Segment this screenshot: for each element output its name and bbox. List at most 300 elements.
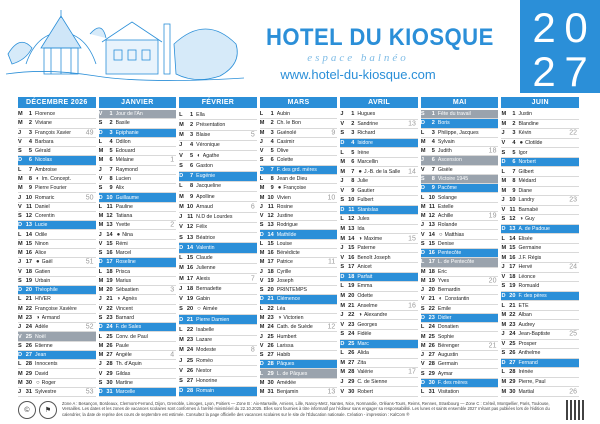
day-number: 30 — [267, 379, 274, 386]
weekday-letter: J — [259, 138, 263, 145]
weekday-letter: D — [420, 120, 425, 127]
weekday-letter: D — [420, 379, 425, 386]
saint-name: Paule — [115, 342, 129, 349]
day-row — [340, 387, 418, 397]
day-number: 28 — [428, 361, 435, 368]
saint-name: Prosper — [518, 340, 537, 347]
day-row — [421, 332, 499, 341]
day-row — [18, 314, 96, 323]
saint-name: Augustin — [437, 352, 459, 359]
weekday-letter: V — [259, 277, 264, 284]
day-number: 9 — [351, 187, 355, 194]
weekday-letter: M — [501, 254, 507, 261]
weekday-letter: J — [18, 389, 22, 396]
weekday-letter: J — [259, 203, 263, 210]
day-number: 17 — [25, 259, 32, 266]
saint-name: Richard — [357, 130, 376, 137]
day-row — [340, 330, 418, 340]
day-number: 28 — [348, 369, 355, 376]
day-row — [340, 158, 418, 168]
saint-name: Stanislas — [357, 206, 379, 213]
saint-name: Agathe — [202, 152, 220, 159]
weekday-letter: J — [98, 231, 102, 238]
saint-name: Didier — [437, 314, 452, 321]
day-row — [501, 167, 579, 177]
day-row — [501, 311, 579, 321]
weekday-letter: J — [340, 379, 344, 386]
weekday-letter: V — [98, 175, 103, 182]
weekday-letter: M — [18, 370, 23, 377]
weekday-letter: M — [340, 369, 345, 376]
saint-name: Odile — [35, 231, 48, 238]
weekday-letter: M — [98, 287, 104, 294]
saint-name: Viviane — [35, 120, 52, 127]
day-row — [501, 196, 579, 206]
saint-name: Médard — [518, 178, 537, 185]
weekday-letter: M — [340, 302, 345, 309]
day-number: 21 — [267, 296, 274, 303]
day-row — [260, 360, 338, 369]
saint-name: Boris — [437, 120, 450, 127]
saint-name: Justin — [518, 111, 533, 118]
day-row — [501, 378, 579, 388]
footer-icons — [18, 401, 58, 421]
saint-name: Blandine — [518, 120, 539, 127]
day-row — [18, 212, 96, 221]
weekday-letter: M — [501, 321, 507, 328]
day-row — [18, 295, 96, 304]
day-number: 22 — [25, 305, 32, 312]
day-row — [18, 119, 96, 128]
day-row — [421, 221, 499, 230]
day-row — [501, 320, 579, 330]
day-row — [501, 110, 579, 120]
saint-name: Sébastien — [115, 287, 139, 294]
day-row — [260, 342, 338, 351]
day-number: 1 — [431, 111, 435, 118]
saint-name: Sandrine — [357, 120, 379, 127]
weekday-letter: M — [18, 314, 23, 321]
weekday-letter: L — [259, 240, 264, 247]
day-row — [260, 175, 338, 184]
day-number: 25 — [267, 333, 274, 340]
day-number: 11 — [428, 203, 435, 210]
saint-name: Valérie — [357, 369, 374, 376]
saint-name: Guénolé — [276, 129, 297, 136]
day-row — [421, 110, 499, 119]
saint-name: Roseline — [115, 259, 136, 266]
saint-name: Eugénie — [196, 173, 216, 180]
saint-name: Denise — [437, 240, 455, 247]
weekday-letter: M — [259, 389, 265, 396]
saint-name: Sophie — [437, 333, 455, 340]
saint-name: Rolande — [437, 222, 458, 229]
saint-name: Jour de l'An — [115, 111, 143, 118]
day-number: 23 — [25, 314, 32, 321]
saint-name: Igor — [518, 149, 528, 156]
week-number: 24 — [569, 263, 578, 271]
weekday-letter: D — [259, 361, 264, 368]
saint-name: Valentin — [196, 244, 215, 251]
saint-name: Amédée — [276, 379, 297, 386]
day-row — [501, 387, 579, 397]
weekday-letter: M — [259, 250, 265, 257]
weekday-letter: M — [18, 379, 23, 386]
day-number: 15 — [509, 245, 516, 252]
day-number: 11 — [348, 206, 355, 213]
day-row — [340, 282, 418, 292]
day-number: 27 — [428, 352, 435, 359]
day-number: 10 — [348, 197, 355, 204]
day-row — [18, 286, 96, 295]
hotel-website[interactable]: www.hotel-du-kiosque.com — [280, 67, 436, 82]
weekday-letter: M — [501, 120, 507, 127]
weekday-letter: D — [98, 194, 103, 201]
day-number: 15 — [428, 240, 435, 247]
weekday-letter: M — [501, 312, 507, 319]
saint-name: Vivien — [276, 194, 291, 201]
day-row — [18, 230, 96, 239]
saint-name: A. de Padoue — [518, 226, 550, 233]
day-row — [501, 330, 579, 340]
week-number: 16 — [408, 302, 416, 310]
saint-name: Victorien — [283, 314, 304, 321]
day-number: 21 — [348, 302, 355, 309]
day-row — [340, 263, 418, 273]
day-number: 9 — [109, 185, 113, 192]
saint-name: Habib — [276, 352, 291, 359]
weekday-letter: M — [340, 159, 345, 166]
saint-name: Françoise — [283, 185, 307, 192]
weekday-letter: D — [420, 250, 425, 257]
week-number: 15 — [408, 235, 416, 243]
weekday-letter: J — [420, 352, 425, 359]
weekday-letter: S — [420, 175, 425, 182]
day-row — [421, 351, 499, 360]
weekday-letter: D — [179, 244, 184, 251]
day-number: 5 — [512, 149, 516, 156]
saint-name: Jules — [357, 216, 370, 223]
saint-name: Vincent — [115, 305, 133, 312]
weekday-letter: L — [420, 389, 425, 396]
weekday-letter: M — [340, 168, 345, 175]
weekday-letter: V — [98, 305, 103, 312]
saint-name: Gisèle — [437, 166, 453, 173]
day-row — [340, 148, 418, 158]
weekday-letter: M — [98, 222, 104, 229]
day-number: 14 — [106, 231, 113, 238]
saint-name: Estelle — [437, 203, 454, 210]
saint-name: F. des grd. mères — [276, 166, 317, 173]
school-holiday-notice: Zone A : Besançon, Bordeaux, Clermont-Ferrand, Dijon, Grenoble, Limoges, Lyon, Poitiers — Zone B : Aix-Marseille, Amiens, Lille, Nancy-Metz, Nantes, Nice, Normandie, Orléans-Tours, Reims, Rennes, Strasbourg — Zone C : Créteil, Montpellier, Paris, Toulouse, Versailles. Les dates et les zones de vacances scolaires sont conformes à l'arrêté ministériel du 22.10.2025. Elles sont fournies à titre informatif par l'éditeur sans engager sa responsabilité. Les lunes et saints ensemble 2027 n'étant pas publiées lors de l'édition du calendrier, la date de reprise des cours de septembre est estimée. Consultez la page officielle des vacances scolaires sur le site de l'Éducation nationale. Création - impression : KalCom ® — [62, 401, 550, 417]
day-number: 27 — [267, 352, 274, 359]
weekday-letter: S — [420, 305, 425, 312]
day-row — [260, 184, 338, 193]
day-number: 4 — [28, 138, 32, 145]
weekday-letter: M — [259, 324, 265, 331]
day-row — [421, 119, 499, 128]
weekday-letter: D — [98, 129, 103, 136]
weekday-letter: V — [340, 187, 345, 194]
saint-name: Ambroise — [35, 166, 57, 173]
weekday-letter: M — [18, 240, 23, 247]
day-number: 15 — [348, 245, 355, 252]
weekday-letter: M — [420, 203, 426, 210]
day-number: 5 — [270, 148, 274, 155]
weekday-letter: M — [179, 203, 184, 210]
day-number: 10 — [106, 194, 113, 201]
day-row — [18, 323, 96, 332]
day-number: 13 — [348, 226, 355, 233]
month-column — [179, 97, 257, 397]
day-number: 1 — [512, 111, 516, 118]
saint-name: Lucie — [35, 222, 48, 229]
day-number: 4 — [512, 139, 516, 146]
weekday-letter: L — [340, 216, 344, 223]
weekday-letter: J — [501, 197, 505, 204]
weekday-letter: S — [501, 350, 506, 357]
weekday-letter: L — [259, 175, 264, 182]
weekday-letter: L — [420, 324, 425, 331]
saint-name: Alexis — [196, 275, 210, 282]
day-number: 5 — [28, 148, 32, 155]
saint-name: Judith — [437, 148, 452, 155]
weekday-letter: D — [98, 324, 103, 331]
saint-name: Landry — [518, 197, 535, 204]
day-row — [421, 305, 499, 314]
day-number: 6 — [270, 157, 274, 164]
day-row — [501, 244, 579, 254]
saint-name: Véronique — [196, 142, 220, 149]
saint-name: Isabelle — [196, 326, 215, 333]
hotel-tagline: espace balnéo — [307, 52, 409, 64]
weekday-letter: L — [420, 194, 425, 201]
day-number: 5 — [190, 152, 194, 159]
day-number: 6 — [28, 157, 32, 164]
day-number: 25 — [428, 333, 435, 340]
weekday-letter: V — [420, 296, 425, 303]
weekday-letter: D — [420, 185, 425, 192]
saint-name: Louise — [276, 240, 293, 247]
day-row — [179, 131, 257, 141]
week-number: 19 — [488, 212, 497, 220]
saint-name: Raymond — [115, 166, 138, 173]
day-number: 29 — [509, 379, 516, 386]
saint-name: Martine — [115, 379, 133, 386]
saint-name: Jean de Dieu — [276, 175, 308, 182]
month-column — [340, 97, 418, 397]
day-number: 31 — [106, 389, 113, 396]
weekday-letter: M — [501, 187, 507, 194]
weekday-letter: M — [420, 277, 426, 284]
weekday-letter: M — [259, 120, 265, 127]
weekday-letter: M — [501, 178, 507, 185]
day-number: 28 — [509, 369, 516, 376]
day-number: 23 — [186, 337, 194, 344]
day-row — [99, 342, 177, 351]
day-row — [99, 230, 177, 239]
weekday-letter: V — [501, 273, 506, 280]
day-row — [340, 320, 418, 330]
moon-phase-icon: ◐ — [197, 152, 201, 159]
day-row — [260, 305, 338, 314]
day-number: 13 — [428, 222, 435, 229]
day-number: 13 — [186, 234, 194, 241]
brand-block — [258, 24, 494, 82]
saint-name: Georges — [357, 321, 378, 328]
day-row — [179, 172, 257, 182]
day-row — [99, 221, 177, 230]
saint-name: Jean-Baptiste — [518, 331, 551, 338]
kiosque-illustration — [6, 4, 244, 90]
day-row — [421, 369, 499, 378]
day-number: 26 — [106, 342, 113, 349]
weekday-letter: J — [18, 324, 22, 331]
saint-name: Hervé — [518, 264, 533, 271]
moon-phase-icon: ● — [519, 139, 524, 146]
saint-name: Marcellin — [357, 159, 379, 166]
day-number: 16 — [25, 250, 32, 257]
day-row — [421, 240, 499, 249]
saint-name: Julie — [357, 178, 368, 185]
week-number: 11 — [328, 258, 336, 266]
saint-name: L. de Pâques — [276, 370, 308, 377]
saint-name: Ascension — [437, 157, 462, 164]
weekday-letter: D — [259, 166, 264, 173]
day-number: 19 — [509, 283, 516, 290]
day-row — [99, 314, 177, 323]
saint-name: F. des pères — [518, 292, 547, 299]
month-column — [501, 97, 579, 397]
weekday-letter: J — [420, 222, 425, 229]
month-column — [421, 97, 499, 397]
day-row — [260, 221, 338, 230]
day-row — [421, 323, 499, 332]
day-row — [18, 175, 96, 184]
weekday-letter: S — [501, 283, 506, 290]
saint-name: Hugues — [357, 111, 376, 118]
weekday-letter: M — [179, 121, 184, 128]
weekday-letter: D — [98, 259, 103, 266]
day-number: 22 — [348, 312, 355, 319]
weekday-letter: S — [98, 314, 103, 321]
day-row — [421, 203, 499, 212]
saint-name: Étienne — [35, 342, 53, 349]
day-number: 21 — [25, 296, 32, 303]
weekday-letter: L — [98, 138, 102, 145]
day-row — [179, 233, 257, 243]
day-number: 7 — [512, 168, 516, 175]
day-number: 26 — [25, 342, 32, 349]
weekday-letter: D — [501, 159, 506, 166]
day-row — [501, 263, 579, 273]
day-row — [340, 301, 418, 311]
day-number: 17 — [186, 275, 194, 282]
day-row — [260, 332, 338, 341]
weekday-letter: V — [501, 206, 506, 213]
day-row — [501, 273, 579, 283]
day-row — [18, 166, 96, 175]
weekday-letter: V — [259, 342, 264, 349]
week-number: 12 — [327, 323, 336, 331]
weekday-letter: L — [501, 168, 505, 175]
qr-code-icon[interactable] — [566, 400, 586, 420]
day-row — [99, 369, 177, 378]
day-row — [340, 110, 418, 120]
day-number: 8 — [512, 178, 516, 185]
day-number: 6 — [512, 159, 516, 166]
saint-name: Nestor — [196, 367, 212, 374]
day-number: 10 — [25, 194, 32, 201]
day-number: 28 — [25, 361, 32, 368]
day-number: 16 — [348, 254, 355, 261]
weekday-letter: M — [179, 265, 184, 272]
day-number: 9 — [512, 187, 516, 194]
saint-name: F. des mères — [437, 379, 468, 386]
day-number: 7 — [431, 166, 435, 173]
saint-name: Mathilde — [276, 231, 297, 238]
saint-name: Lazare — [196, 337, 213, 344]
weekday-letter: M — [98, 277, 104, 284]
day-number: 2 — [351, 120, 355, 127]
day-row — [340, 177, 418, 187]
day-row — [260, 277, 338, 286]
weekday-letter: M — [501, 111, 507, 118]
day-number: 23 — [106, 314, 113, 321]
weekday-letter: M — [179, 193, 184, 200]
day-number: 18 — [348, 273, 355, 280]
day-row — [501, 120, 579, 130]
saint-name: Rodrigue — [276, 222, 298, 229]
week-number: 13 — [327, 388, 336, 396]
day-row — [18, 138, 96, 147]
saint-name: Ch. le Bon — [276, 120, 301, 127]
weekday-letter: D — [501, 292, 506, 299]
day-number: 13 — [106, 222, 113, 229]
day-row — [340, 311, 418, 321]
day-number: 15 — [186, 255, 194, 262]
weekday-letter: S — [259, 287, 264, 294]
weekday-letter: S — [501, 216, 506, 223]
day-row — [179, 325, 257, 335]
weekday-letter: J — [420, 287, 425, 294]
day-number: 20 — [348, 292, 355, 299]
day-number: 23 — [509, 321, 516, 328]
day-number: 20 — [186, 306, 194, 313]
saint-name: Gatien — [35, 268, 51, 275]
day-row — [501, 282, 579, 292]
saint-name: Fernand — [518, 359, 538, 366]
day-number: 10 — [428, 194, 435, 201]
weekday-letter: V — [340, 388, 345, 395]
saint-name: Visitation — [437, 389, 459, 396]
day-row — [179, 110, 257, 120]
day-row — [340, 273, 418, 283]
weekday-letter: D — [340, 340, 345, 347]
day-row — [99, 249, 177, 258]
day-number: 18 — [509, 273, 516, 280]
weekday-letter: D — [340, 206, 345, 213]
weekday-letter: J — [501, 331, 505, 338]
day-row — [179, 161, 257, 171]
weekday-letter: V — [340, 254, 345, 261]
saint-name: Ella — [196, 111, 205, 118]
weekday-letter: D — [18, 287, 23, 294]
saint-name: Honorine — [196, 378, 218, 385]
day-row — [340, 120, 418, 130]
weekday-letter: J — [179, 357, 183, 364]
day-number: 9 — [270, 185, 274, 192]
